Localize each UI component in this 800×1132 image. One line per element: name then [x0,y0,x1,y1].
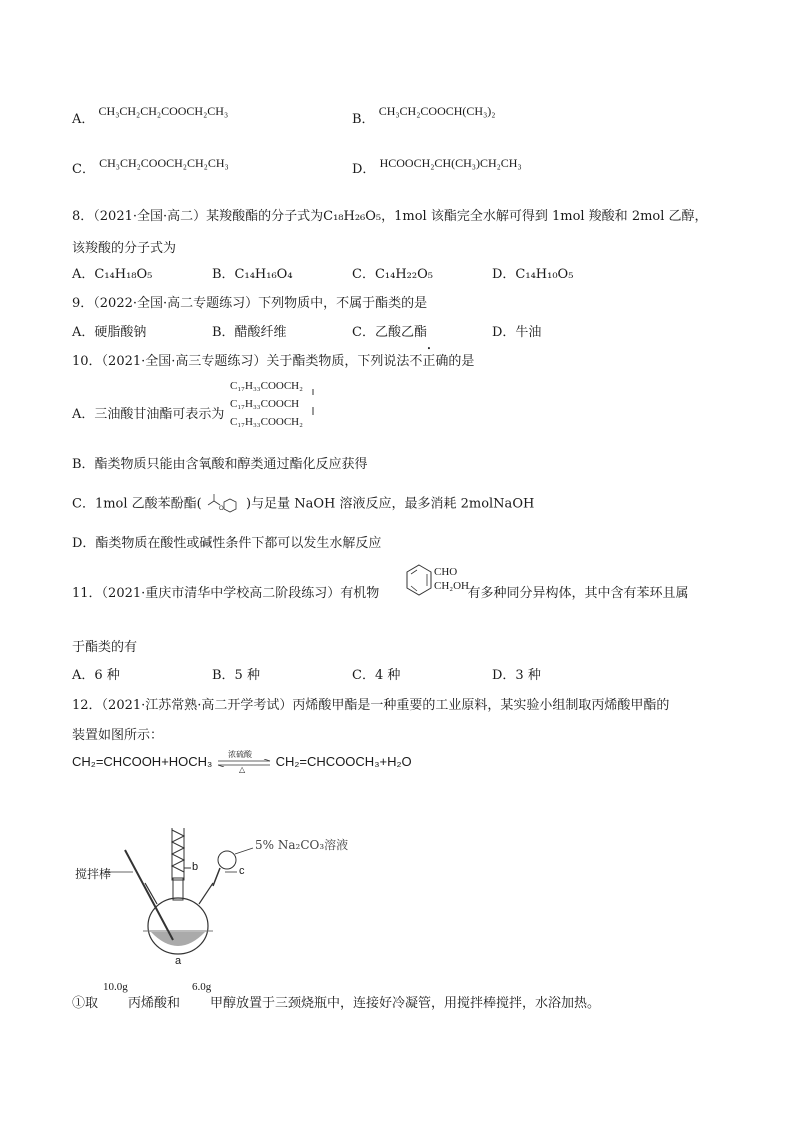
q7-option-a [72,104,229,127]
q7-option-d [352,158,522,177]
q10-emphasis: 不正确 [409,354,449,369]
equation-arrow [216,749,272,774]
q7-option-c [72,158,229,177]
struct-line-1: C₁₇H₃₃COOCH₂ [230,380,303,392]
equation-reactants: CH₂=CHCOOH+HOCH₃ [72,754,213,769]
q9-option-a: A．硬脂酸钠 [72,325,147,340]
q11-stem-line1 [72,582,689,601]
step1-text-end: 甲醇放置于三颈烧瓶中，连接好冷凝管，用搅拌棒搅拌，水浴加热。 [210,996,601,1011]
label-a: a [175,955,182,967]
q12-stem-line2: 装置如图所示： [72,728,164,743]
svg-text:O: O [218,506,224,512]
triolein-structure [230,377,303,431]
stir-rod-label: 搅拌棒 [75,867,112,881]
struct-cho: CHO [434,566,458,578]
q10-option-c [72,491,534,517]
q9-stem: 9．（2022·全国·高二专题练习）下列物质中，不属于酯类的是 [72,296,428,311]
q10-option-c-text-end: )与足量 NaOH 溶液反应，最多消耗 2molNaOH [246,496,535,512]
mass-methanol: 6.0g [192,981,212,993]
apparatus-diagram [75,828,405,978]
q9-option-d: D．牛油 [492,325,542,340]
q8-option-a: A．C₁₄H₁₈O₅ [72,267,153,282]
mass-acrylic-acid: 10.0g [103,981,128,993]
option-formula: CH₃CH₂CH₂COOCH₂CH₃ [98,104,229,118]
arrow-condition-bottom: △ [238,764,246,774]
label-b: b [192,861,199,873]
q10-stem [72,350,474,369]
q9-option-c: C．乙酸乙酯 [352,325,427,340]
q11-stem-line2: 于酯类的有 [72,640,138,655]
apparatus-figure [75,828,405,978]
q11-option-b: B．5 种 [212,668,260,683]
option-formula: CH₃CH₂COOCH₂CH₂CH₃ [99,156,229,170]
option-label: A． [72,112,95,127]
option-label: C． [72,162,95,177]
q7-option-b [352,104,496,127]
q10-stem-text: 10．（2021·全国·高三专题练习）关于酯类物质，下列说法 [72,354,410,369]
label-c: c [239,865,245,877]
struct-line-2: C₁₇H₃₃COOCH [230,398,300,410]
q11-option-d: D．3 种 [492,668,541,683]
q11-stem-text-end: 有多种同分异构体，其中含有苯环且属 [467,586,689,601]
option-formula: HCOOCH₂CH(CH₃)CH₂CH₃ [379,156,522,170]
q9-option-b: B．醋酸纤维 [212,325,287,340]
q8-option-b: B．C₁₄H₁₆O₄ [212,267,293,282]
reaction-equation [72,749,412,774]
q8-stem-line2: 该羧酸的分子式为 [72,241,177,256]
q8-option-c: C．C₁₄H₂₂O₅ [352,267,433,282]
q12-step1 [72,992,600,1011]
q10-option-d: D．酯类物质在酸性或碱性条件下都可以发生水解反应 [72,536,382,551]
option-formula: CH₃CH₂COOCH(CH₃)₂ [378,104,496,118]
q10-option-a-text: A．三油酸甘油酯可表示为 [72,407,225,422]
step1-text-mid: 丙烯酸和 [128,996,181,1011]
q11-stem-text: 11．（2021·重庆市清华中学校高二阶段练习）有机物 [72,586,380,601]
reagent-label: 5% Na₂CO₃溶液 [255,838,349,852]
q11-option-c: C．4 种 [352,668,401,683]
equation-products: CH₂=CHCOOCH₃+H₂O [275,754,412,769]
option-label: B． [352,112,375,127]
glycerol-bonds [310,389,316,429]
q10-option-c-text: C．1mol 乙酸苯酚酯( [72,496,202,512]
struct-ch2oh: CH₂OH [434,580,470,592]
benzene-structure [404,561,484,601]
q10-stem-end: 的是 [448,354,475,369]
q8-option-d: D．C₁₄H₁₀O₅ [492,267,574,282]
benzene-ring-icon [404,561,434,601]
step1-text: ①取 [72,996,99,1011]
arrow-condition-top: 浓硫酸 [227,749,252,759]
phenyl-acetate-icon [206,491,242,517]
q11-option-a: A．6 种 [72,668,120,683]
struct-line-3: C₁₇H₃₃COOCH₂ [230,416,303,428]
q8-stem-line1: 8．（2021·全国·高二）某羧酸酯的分子式为C₁₈H₂₆O₅，1mol 该酯完全水解可得到 1mol 羧酸和 2mol 乙醇， [72,209,708,224]
q12-stem-line1: 12．（2021·江苏常熟·高二开学考试）丙烯酸甲酯是一种重要的工业原料，某实验小组制取丙烯酸甲酯的 [72,698,670,713]
option-label: D． [352,162,376,177]
q10-option-b: B．酯类物质只能由含氧酸和醇类通过酯化反应获得 [72,457,368,472]
